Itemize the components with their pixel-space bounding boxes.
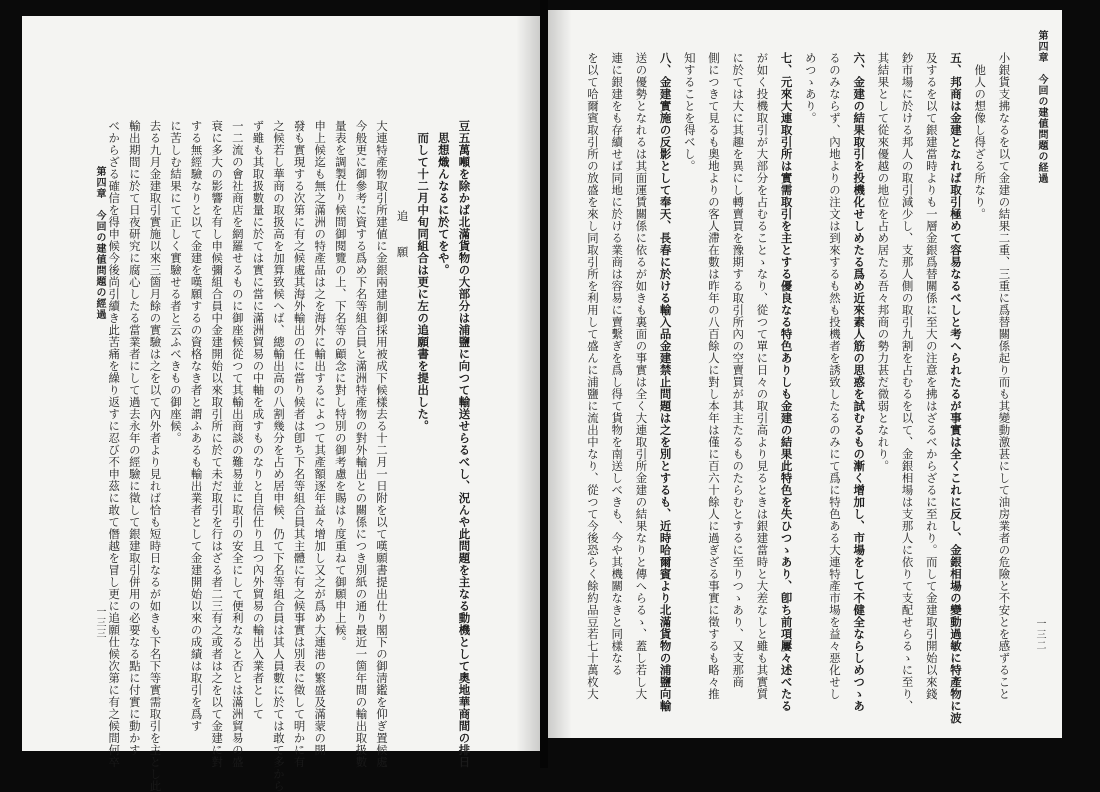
running-header-left: 第四章 今回の建値問題の經過 [94, 166, 105, 320]
right-text-column: 六、金建の結果取引を投機化せしめたる爲め近來素人筋の思惑を試むるもの漸く增加し、市場をして不健全ならしめつゝあ [852, 52, 867, 712]
left-page [22, 16, 542, 792]
left-text-column: 今般更に御參考に資する爲め下名等組合員と滿洲特產物の對外輸出との關係につき別紙の通り最近一箇年間の輸出取扱數 [354, 120, 369, 768]
page-number-right: 一三二 [1034, 618, 1045, 651]
right-text-column: が如く投機取引が大部分を占むることゝなり、從つて單に日々の取引高より見るときは銀建當時と大差なしと雖も其實質 [755, 52, 770, 700]
spine-shadow-left [516, 16, 542, 751]
right-text-column: 其結果として從來優越の地位を占め居たる吾々邦商の勢力甚だ微弱となれり。 [876, 52, 891, 472]
book-spine [540, 0, 548, 768]
page-number-left: 一三三 [94, 606, 105, 639]
left-text-column: 衰に多大の影響を有し申候彌組合員中金建開始以來取引所に於て未だ取引を行はざる者二三有之或者は之を以て金建に對 [210, 120, 225, 768]
left-text-column: 大連特產物取引所建値に金銀兩建制御採用被成下候樣去る十二月一日附を以て嘆願書提出仕り閣下の御淸鑑を仰ぎ置候處 [375, 120, 389, 768]
left-text-column: べからざる確信を得申候今後尚引續き此苦痛を繰り返すに忍び不申茲に敢て僭越を冒し更に追願仕候次第に有之候間何卒 [107, 120, 122, 768]
left-text-column: 量表を調製仕り候間御閱覽の上、下名等の顧念に對し特別の御考慮を賜はり度重ねて御願申上候。 [333, 120, 348, 648]
right-text-column: 及するを以て銀建當時よりも一層金銀爲替關係に至大の注意を拂はざるべからざるに至れり。而して金建取引開始以來錢 [924, 52, 939, 700]
spine-shadow-right [546, 10, 572, 738]
right-text-column: 知することを得べし。 [682, 52, 697, 172]
right-text-column: るのみならず、內地よりの注文は到來するも然も投機者を誘致したるのみにて爲に特色ある大連特產市場を益々惡化せし [828, 52, 842, 700]
left-text-column: する無經驗なりと以て金建を嘆願するの資格なき者と謂ふあるも輸出業者として金建開始以來の成績は取引を爲す [189, 120, 204, 732]
left-text-column: 豆五萬噸を除かば北滿貨物の大部分は浦鹽に向つて輸送せらるべし、況んや此問題を主なる動機として奧地華商間の排日 [457, 120, 472, 768]
right-text-column: 連に銀建をも存續せば同地に於ける業商は容易に賣繫ぎを爲し得て貨物を南送しべきも、今や其機關なきと同樣なる [610, 52, 625, 676]
right-text-column: 小銀貨支拂なるを以て金建の結果二重、三重に爲替關係起り而も其變動激甚にして油房業者の危險と不安とを感ずること [997, 52, 1012, 700]
right-text-column: 側につきて見るも奧地よりの客人滯在數は昨年の八百餘人に對し本年は僅に百六十餘人に過ぎざる事實に徵するも略々推 [707, 52, 721, 700]
right-text-column: に於ては大に其趣を異にし轉賣買を豫期する取引所內の空賣買が其主たるものたらむとするに至りつゝあり、又支那商 [731, 52, 746, 688]
right-text-column: を以て哈爾賓取引所の放盛を來し同取引所を利用して盛んに浦鹽に流出中なり、從つて今後恐らく餘約品豆若七十萬枚大 [586, 52, 600, 700]
left-text-column: 一二流の會社商店を網羅せるものに御座候從つて其輸出商談の難易並に取引の安全にして便利なると否とは滿洲貿易の盛 [230, 120, 245, 768]
left-text-column: 追 願 [395, 210, 410, 258]
left-text-column: 申上候迄も無之滿洲の特產品は之を海外に輸出するによつて其產額逐年益々增加し又之が爲め大連港の繁盛及滿蒙の開 [313, 120, 328, 756]
left-text-column: に苦しむ結果にて正しく實驗せる者と云ふべきもの御座候。 [169, 120, 183, 444]
right-text-column: めつゝあり。 [803, 52, 818, 124]
left-text-column: 而して十二月中旬同組合は更に左の追願書を提出した。 [416, 132, 431, 432]
right-text-column: 八、金建實施の反影として奉天、長春に於ける輸入品金建禁止問題は之を別とするも、近時哈爾賓より北滿貨物の浦鹽向輸 [658, 52, 673, 712]
left-text-column: ず雖も其取扱數量に於ては實に當に滿洲貿易の中軸を成すものなりと自信仕り且つ內外貿易の輸出入業者として [251, 120, 266, 720]
right-text-column: 五、邦商は金建となれば取引極めて容易なるべしと考へられたるが事實は全くこれに反し、金銀相場の變動過敏に特產物に波 [949, 52, 963, 724]
right-text-column: 七、元來大連取引所は實需取引を主とする優良なる特色ありしも金建の結果此特色を失ひつゝあり、卽ち前項屢々述べたる [779, 52, 794, 712]
running-header-right: 第四章 今回の建値問題の経過 [1036, 30, 1047, 184]
right-text-column: 鈔市場に於ける邦人の取引減少し、支那人側の取引九割を占むるを以て、金銀相場は支那人に依りて支配せらるゝに至り、 [900, 52, 915, 712]
left-text-column: 發も實現する次第に有之候處其海外輸出の任に當り候者は卽ち下名等組合員其主體に有之候事實は別表に徵して明かに有 [292, 120, 307, 768]
left-text-column: 去る九月金建取引實施以來三箇月餘の實驗は之を以て內外者より見れば恰も短時日なるが如きも下名下等實需取引を主とし此 [148, 120, 163, 792]
left-text-column: 思想熾んなるに於てをや。 [436, 132, 451, 276]
right-text-column: 他人の想像し得ざる所なり。 [973, 64, 988, 220]
right-text-column: 送の優勢となれるは其面運賃關係に依るが如きも裏面の事實は全く大連取引所金建の結果なりと傳へらるゝ、蓋し若し大 [634, 52, 649, 700]
left-text-column: 輸出期間に於て日夜研究に腐心したる當業者にして過去永年の經驗に徵して銀建取引併用の必要なる點に付實に動かす [127, 120, 142, 756]
right-page [546, 10, 1062, 738]
left-text-column: 之候若し華商の取扱高を加算致候へば、總輸出高の八割幾分を占め居申候、仍て下名等組合員は其人員數に於ては敢て多から [272, 120, 286, 792]
